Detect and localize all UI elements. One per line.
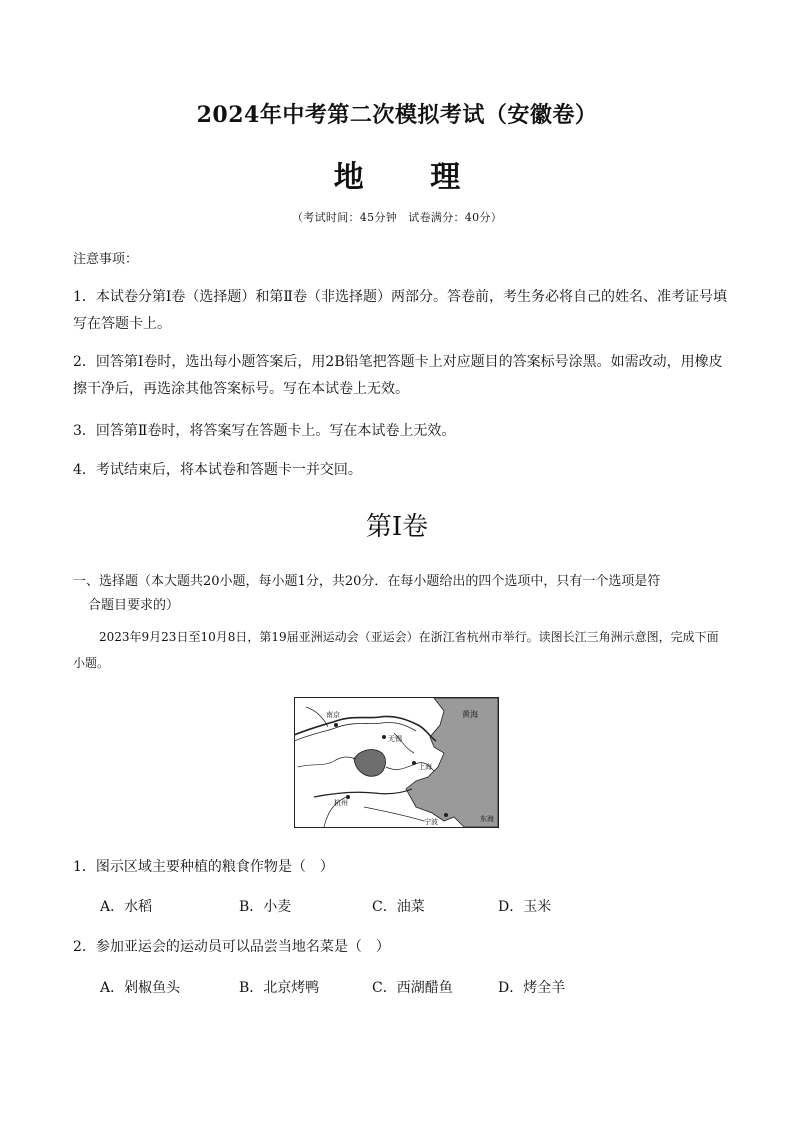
map-label-huanghai: 黄海 <box>462 710 478 719</box>
option-c[interactable]: C．西湖醋鱼 <box>372 980 453 996</box>
exam-info: （考试时间：45分钟 试卷满分：40分） <box>292 211 502 224</box>
option-a[interactable]: A．水稻 <box>100 899 153 915</box>
section-heading-line1: 一、选择题（本大题共20小题，每小题1分，共20分．在每小题给出的四个选项中，只有一个选项是符 <box>73 574 661 589</box>
map-label-ningbo: 宁波 <box>424 818 438 826</box>
option-a[interactable]: A．剁椒鱼头 <box>100 980 181 996</box>
question-2-stem: 2．参加亚运会的运动员可以品尝当地名菜是（ ） <box>73 939 390 955</box>
map-label-wuxi: 无锡 <box>388 735 402 743</box>
section-heading <box>73 570 733 618</box>
note-item: 2．回答第Ⅰ卷时，选出每小题答案后，用2B铅笔把答题卡上对应题目的答案标号涂黑。如需改动，用橡皮擦干净后，再选涂其他答案标号。写在本试卷上无效。 <box>73 354 723 397</box>
option-d[interactable]: D．玉米 <box>498 899 552 915</box>
option-c[interactable]: C．油菜 <box>372 899 425 915</box>
note-item: 1．本试卷分第Ⅰ卷（选择题）和第Ⅱ卷（非选择题）两部分。答卷前，考生务必将自己的姓名、准考证号填写在答题卡上。 <box>73 289 727 332</box>
subject-title: 地 理 <box>333 160 489 195</box>
note-item: 4．考试结束后，将本试卷和答题卡一并交回。 <box>73 462 362 478</box>
option-b[interactable]: B．小麦 <box>239 899 292 915</box>
note-item: 3．回答第Ⅱ卷时，将答案写在答题卡上。写在本试卷上无效。 <box>73 423 456 439</box>
map-label-donghai: 东海 <box>480 815 494 823</box>
section-heading-line2: 合题目要求的） <box>88 598 180 613</box>
exam-title: 2024年中考第二次模拟考试（安徽卷） <box>196 102 598 128</box>
notes-title: 注意事项： <box>73 252 139 267</box>
map-label-nanjing: 南京 <box>326 711 340 719</box>
yangtze-delta-map <box>294 697 499 828</box>
option-d[interactable]: D．烤全羊 <box>498 980 566 996</box>
section-title: 第Ⅰ卷 <box>365 512 429 542</box>
map-label-shanghai: 上海 <box>418 763 432 771</box>
material-intro: 2023年9月23日至10月8日，第19届亚洲运动会（亚运会）在浙江省杭州市举行。读图长江三角洲示意图，完成下面小题。 <box>73 630 719 670</box>
map-label-hangzhou: 杭州 <box>334 799 348 807</box>
question-1-stem: 1．图示区域主要种植的粮食作物是（ ） <box>73 859 334 875</box>
option-b[interactable]: B．北京烤鸭 <box>239 980 320 996</box>
